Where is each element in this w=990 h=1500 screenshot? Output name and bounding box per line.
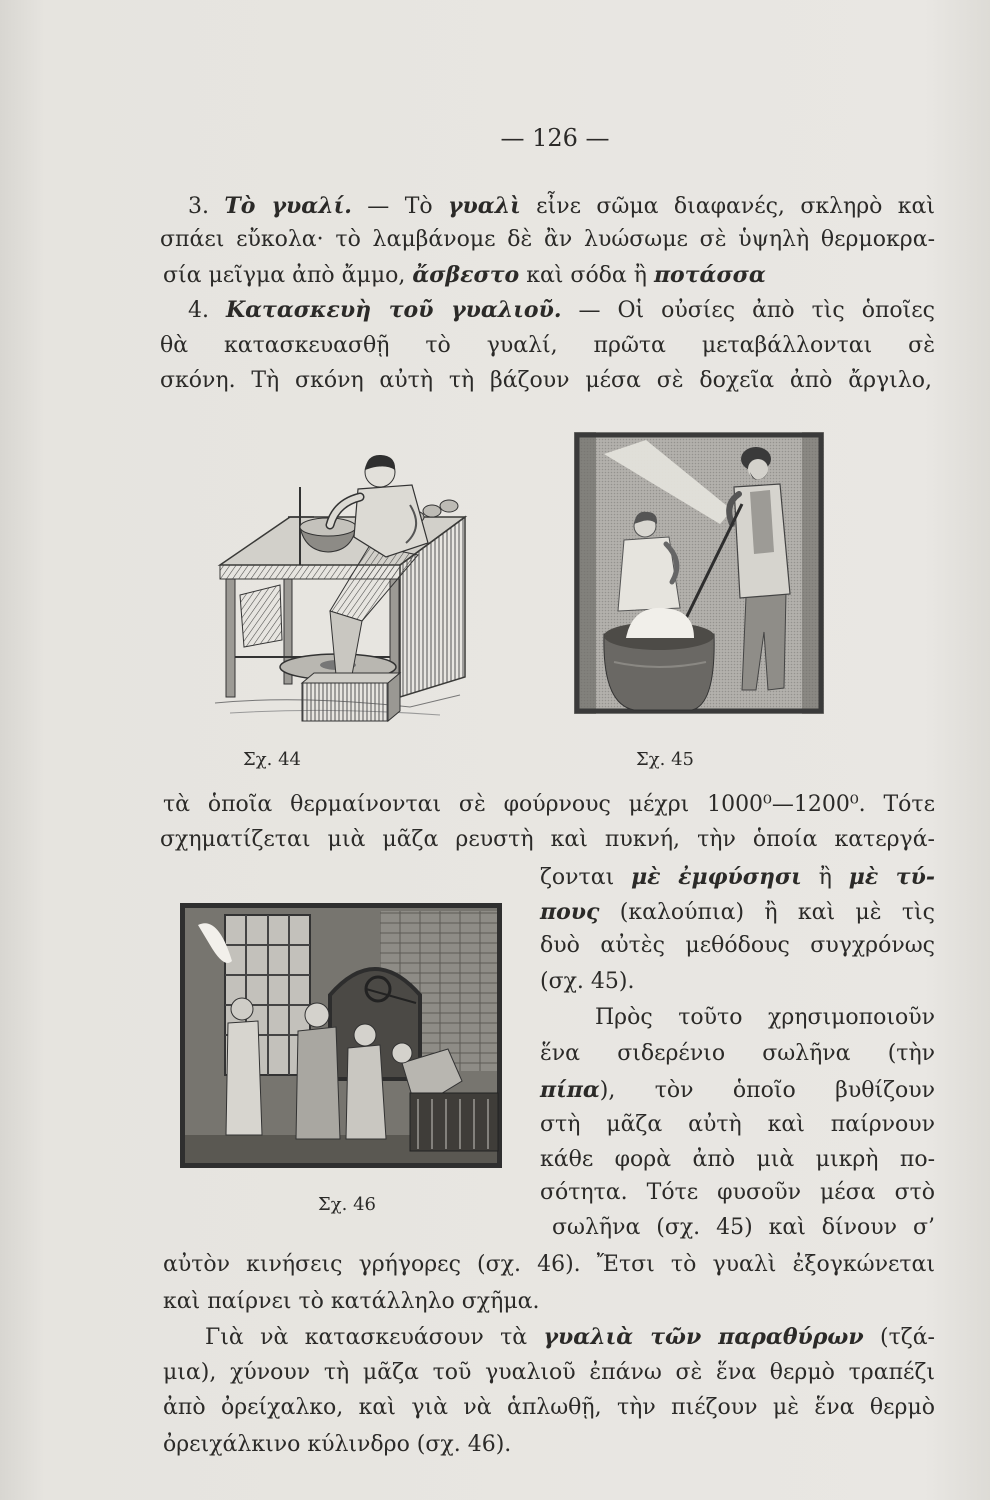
text-line <box>160 825 935 855</box>
emphasis-run: πους <box>540 899 600 925</box>
text-run: — Τὸ <box>351 194 448 219</box>
text-line <box>163 1287 763 1317</box>
text-line <box>540 1110 935 1140</box>
text-line <box>163 1358 935 1388</box>
emphasis-run: μὲ ἐμφύσησι <box>631 864 802 890</box>
figure-44 <box>210 445 475 735</box>
text-run: θὰ κατασκευασθῇ τὸ γυαλί, πρῶτα μεταβάλλονται σὲ <box>160 333 935 358</box>
page-number: — 126 — <box>500 124 610 152</box>
figure-44-caption: Σχ. 44 <box>243 749 301 770</box>
text-run: καὶ παίρνει τὸ κατάλληλο σχῆμα. <box>163 1289 540 1314</box>
section-number: 4. <box>188 298 226 323</box>
text-run: Πρὸς τοῦτο χρησιμοποιοῦν <box>595 1005 935 1030</box>
section-number: 3. <box>188 194 225 219</box>
emphasis-run: πίπα <box>540 1077 600 1103</box>
text-line <box>163 790 935 820</box>
text-run: ὀρειχάλκινο κύλινδρο (σχ. 46). <box>163 1432 512 1457</box>
text-line <box>540 1039 935 1069</box>
text-run: σχηματίζεται μιὰ μᾶζα ρευστὴ καὶ πυκνή, τὴν ὁποία κατεργά- <box>160 827 935 852</box>
text-line <box>160 331 935 361</box>
text-run: κάθε φορὰ ἀπὸ μιὰ μικρὴ πο- <box>540 1147 935 1172</box>
text-line <box>163 1250 935 1280</box>
emphasis-run: ποτάσσα <box>653 262 766 288</box>
text-line <box>160 366 932 396</box>
text-line <box>540 897 935 927</box>
footstool <box>302 673 400 721</box>
text-run: αὐτὸν κινήσεις γρήγορες (σχ. 46). Ἔτσι τὸ γυαλὶ ἐξογκώνεται <box>163 1252 935 1277</box>
text-line <box>163 1430 763 1460</box>
emphasis-run: γυαλιὰ τῶν παραθύρων <box>543 1324 864 1350</box>
text-run: μια), χύνουν τὴ μᾶζα τοῦ γυαλιοῦ ἐπάνω σὲ ἕνα θερμὸ τραπέζι <box>163 1360 935 1385</box>
text-run: ἀπὸ ὀρείχαλκο, καὶ γιὰ νὰ ἁπλωθῇ, τὴν πιέζουν μὲ ἕνα θερμὸ <box>163 1395 935 1420</box>
text-run: στὴ μᾶζα αὐτὴ καὶ παίρνουν <box>540 1112 935 1137</box>
text-line <box>188 295 935 325</box>
text-line <box>540 1145 935 1175</box>
figure-46-illustration <box>180 903 502 1168</box>
text-line <box>540 1178 935 1208</box>
figure-45 <box>574 432 824 714</box>
text-run: — Οἱ οὐσίες ἀπὸ τὶς ὁποῖες <box>561 298 935 323</box>
section-heading: Κατασκευὴ τοῦ γυαλιοῦ. <box>225 297 562 323</box>
text-run: (σχ. 45). <box>540 969 635 994</box>
text-run: τὰ ὁποῖα θερμαίνονται σὲ φούρνους μέχρι 1000⁰—1200⁰. Τότε <box>163 792 935 817</box>
text-line <box>205 1322 935 1352</box>
text-line <box>160 225 935 255</box>
text-run: (τζά- <box>863 1325 935 1350</box>
emphasis-run: μὲ τύ- <box>848 864 935 890</box>
text-run: σπάει εὔκολα· τὸ λαμβάνομε δὲ ἂν λυώσωμε σὲ ὑψηλὴ θερμοκρα- <box>160 227 935 252</box>
text-run: εἶνε σῶμα διαφανές, σκληρὸ καὶ <box>520 194 935 219</box>
text-line <box>552 1213 935 1243</box>
text-line <box>540 862 935 892</box>
text-run: ἢ <box>801 865 849 890</box>
text-line <box>595 1003 935 1033</box>
text-line <box>188 191 935 221</box>
text-run: καὶ σόδα ἢ <box>519 263 654 288</box>
rolling-table <box>410 1093 498 1151</box>
text-run: ), τὸν ὁποῖο βυθίζουν <box>599 1078 935 1103</box>
text-run: Γιὰ νὰ κατασκευάσουν τὰ <box>205 1325 544 1350</box>
text-run: σία μεῖγμα ἀπὸ ἄμμο, <box>163 263 413 288</box>
figure-45-caption: Σχ. 45 <box>636 749 694 770</box>
emphasis-run: ἄσβεστο <box>412 262 520 288</box>
text-run: δυὸ αὐτὲς μεθόδους συγχρόνως <box>540 933 935 958</box>
text-line <box>163 1393 935 1423</box>
text-line <box>163 260 863 290</box>
text-run: ἕνα σιδερένιο σωλῆνα (τὴν <box>540 1041 935 1066</box>
figure-46-caption: Σχ. 46 <box>318 1194 376 1215</box>
text-run: σότητα. Τότε φυσοῦν μέσα στὸ <box>540 1180 935 1205</box>
text-run: σωλῆνα (σχ. 45) καὶ δίνουν σ’ <box>552 1215 935 1240</box>
text-line <box>540 967 935 997</box>
text-line <box>540 931 935 961</box>
text-run: ζονται <box>540 865 632 890</box>
section-heading: Τὸ γυαλί. <box>224 193 352 219</box>
text-line <box>540 1075 935 1105</box>
emphasis-run: γυαλὶ <box>448 193 521 219</box>
figure-46 <box>180 903 502 1168</box>
figure-44-illustration <box>210 445 475 735</box>
text-run: σκόνη. Τὴ σκόνη αὐτὴ τὴ βάζουν μέσα σὲ δοχεῖα ἀπὸ ἄργιλο, <box>160 368 932 393</box>
text-run: (καλούπια) ἢ καὶ μὲ τὶς <box>599 900 935 925</box>
figure-45-illustration <box>574 432 824 714</box>
